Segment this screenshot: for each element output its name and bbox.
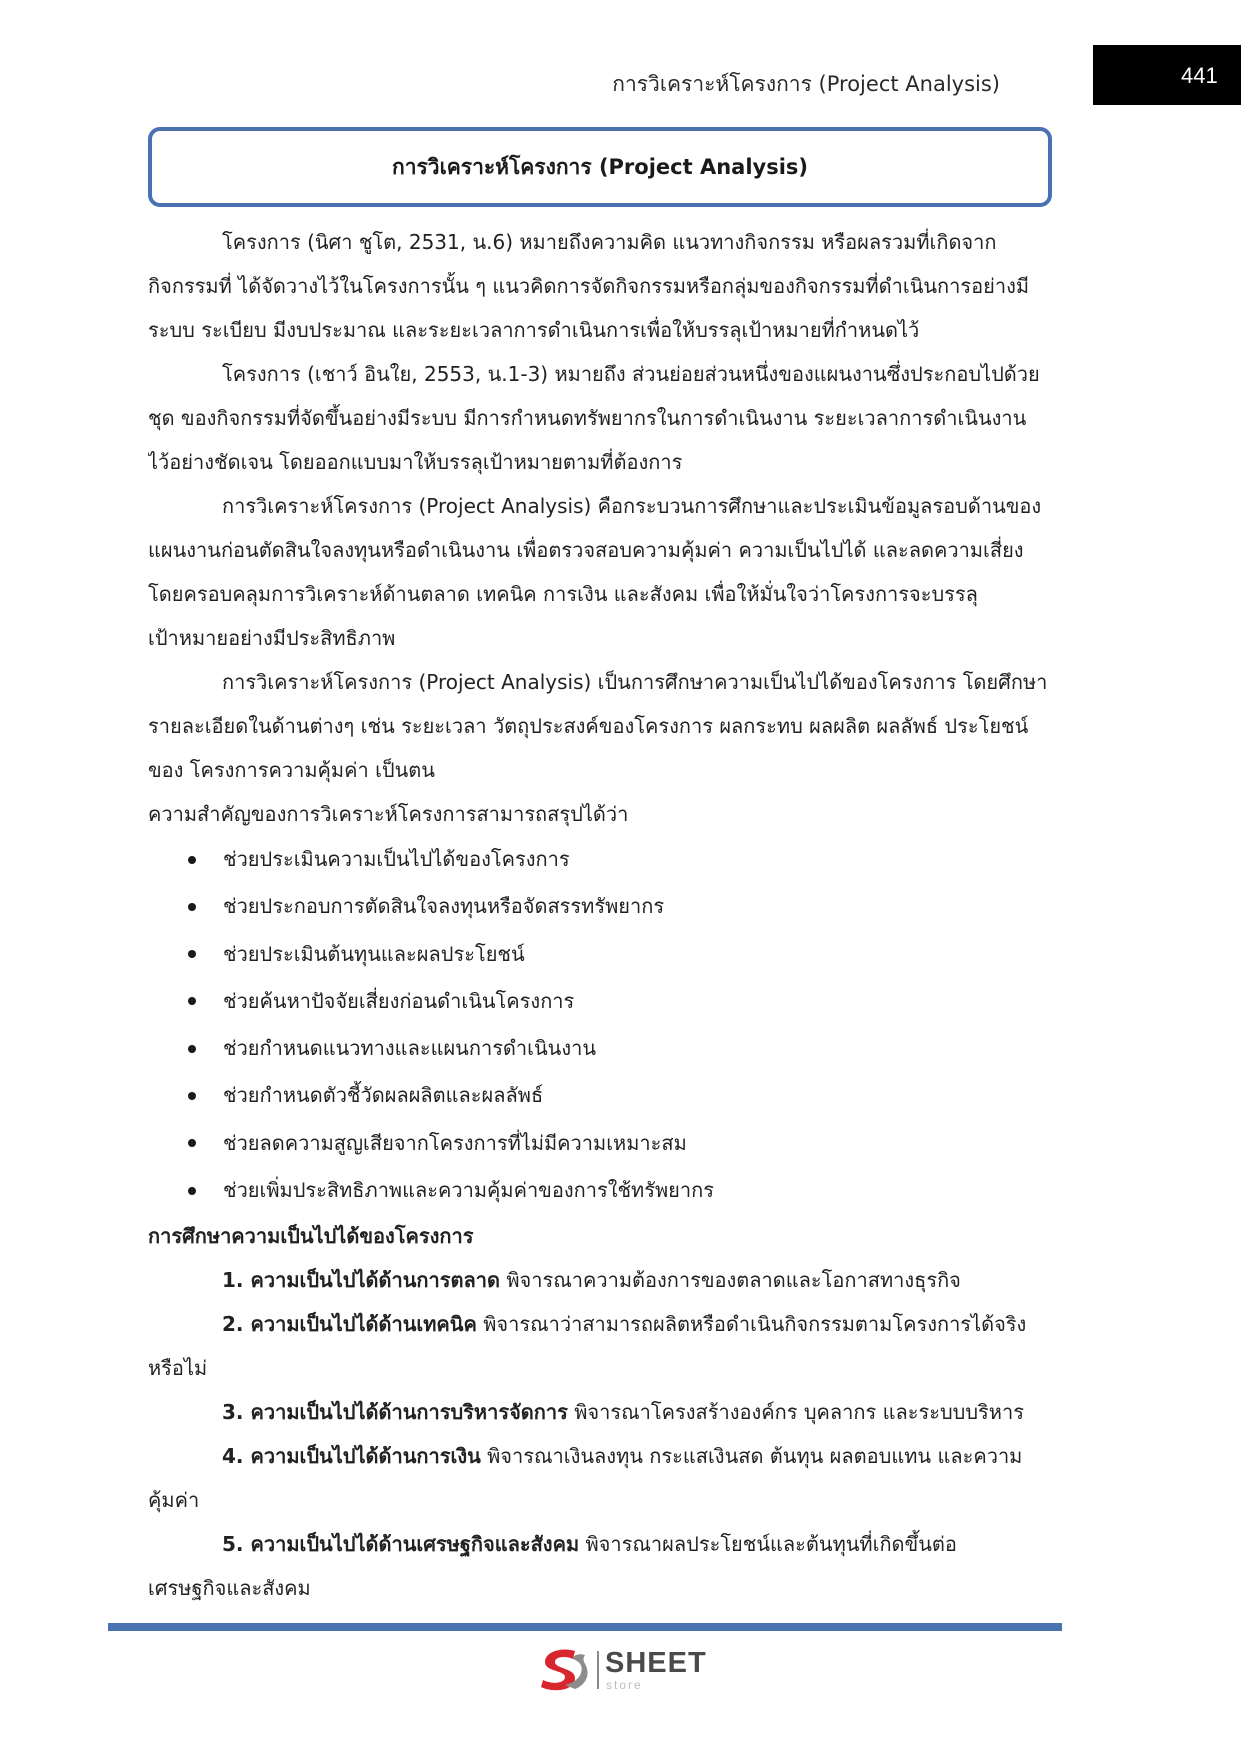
bullet-item: [148, 931, 1052, 978]
section-title-box: [148, 127, 1052, 207]
feasibility-item-text: พิจารณาเงินลงทุน กระแสเงินสด ต้นทุน ผลตอบแทน และความ: [487, 1444, 1023, 1469]
feasibility-item: [148, 1390, 1052, 1434]
bullet-dot-icon: [188, 903, 196, 911]
bullet-dot-icon: [188, 1045, 196, 1053]
bullet-text: ช่วยกำหนดตัวชี้วัดผลผลิตและผลลัพธ์: [223, 1083, 544, 1108]
document-body: [148, 220, 1052, 1610]
bullet-text: ช่วยประกอบการตัดสินใจลงทุนหรือจัดสรรทรัพยากร: [223, 894, 665, 919]
feasibility-item-label: 3. ความเป็นไปได้ด้านการบริหารจัดการ: [222, 1400, 568, 1425]
feasibility-item-label: 1. ความเป็นไปได้ด้านการตลาด: [222, 1268, 500, 1293]
feasibility-item: [148, 1522, 1052, 1566]
bullet-item: [148, 978, 1052, 1025]
page-number: 441: [1181, 63, 1218, 88]
bullet-text: ช่วยเพิ่มประสิทธิภาพและความคุ้มค่าของการใช้ทรัพยากร: [223, 1178, 714, 1203]
importance-bullet-list: [148, 836, 1052, 1214]
bullet-dot-icon: [188, 1139, 196, 1147]
importance-intro: ความสำคัญของการวิเคราะห์โครงการสามารถสรุปได้ว่า: [148, 802, 629, 826]
feasibility-item-label: 5. ความเป็นไปได้ด้านเศรษฐกิจและสังคม: [222, 1532, 580, 1557]
bullet-text: ช่วยค้นหาปัจจัยเสี่ยงก่อนดำเนินโครงการ: [223, 988, 575, 1013]
paragraph-1-line: กิจกรรมที่ ได้จัดวางไว้ในโครงการนั้น ๆ แนวคิดการจัดกิจกรรมหรือกลุ่มของกิจกรรมที่ดำเนินการอย่างมี: [148, 274, 1030, 298]
paragraph-3-line: แผนงานก่อนตัดสินใจลงทุนหรือดำเนินงาน เพื่อตรวจสอบความคุ้มค่า ความเป็นไปได้ และลดความเสี่ยง: [148, 538, 1024, 562]
logo-divider: [597, 1651, 599, 1689]
feasibility-item-text: พิจารณาความต้องการของตลาดและโอกาสทางธุรกิจ: [506, 1268, 961, 1293]
logo-wordmark: SHEET: [605, 1647, 707, 1679]
paragraph-1-line: โครงการ (นิศา ชูโต, 2531, น.6) หมายถึงความคิด แนวทางกิจกรรม หรือผลรวมที่เกิดจาก: [222, 230, 997, 254]
paragraph-3-line: เป้าหมายอย่างมีประสิทธิภาพ: [148, 626, 396, 650]
feasibility-item-label: 2. ความเป็นไปได้ด้านเทคนิค: [222, 1312, 477, 1337]
feasibility-heading: การศึกษาความเป็นไปได้ของโครงการ: [148, 1224, 474, 1249]
bullet-text: ช่วยประเมินความเป็นไปได้ของโครงการ: [223, 847, 570, 871]
bullet-item: [148, 1167, 1052, 1214]
sheet-store-logo: [535, 1645, 705, 1695]
feasibility-item-continuation: หรือไม่: [148, 1356, 208, 1381]
paragraph-1-line: ระบบ ระเบียบ มีงบประมาณ และระยะเวลาการดำเนินการเพื่อให้บรรลุเป้าหมายที่กำหนดไว้: [148, 318, 920, 342]
page-number-tab: [1093, 45, 1241, 105]
bullet-text: ช่วยกำหนดแนวทางและแผนการดำเนินงาน: [223, 1036, 596, 1061]
paragraph-4-line: รายละเอียดในด้านต่างๆ เช่น ระยะเวลา วัตถุประสงค์ของโครงการ ผลกระทบ ผลผลิต ผลลัพธ์ ประโยชน์: [148, 714, 1029, 738]
feasibility-item: [148, 1302, 1052, 1346]
bullet-item: [148, 1025, 1052, 1072]
feasibility-item-continuation: คุ้มค่า: [148, 1488, 200, 1513]
section-title: การวิเคราะห์โครงการ (Project Analysis): [391, 154, 809, 179]
bullet-dot-icon: [188, 997, 196, 1005]
footer-rule: [108, 1623, 1062, 1631]
logo-subtext: store: [606, 1678, 643, 1692]
feasibility-item: [148, 1258, 1052, 1302]
paragraph-2-line: โครงการ (เชาว์ อินใย, 2553, น.1-3) หมายถึง ส่วนย่อยส่วนหนึ่งของแผนงานซึ่งประกอบไปด้วย: [222, 362, 1040, 386]
bullet-item: [148, 836, 1052, 883]
paragraph-3-line: การวิเคราะห์โครงการ (Project Analysis) คือกระบวนการศึกษาและประเมินข้อมูลรอบด้านของ: [222, 494, 1042, 518]
bullet-dot-icon: [188, 1092, 196, 1100]
bullet-item: [148, 883, 1052, 930]
bullet-item: [148, 1120, 1052, 1167]
feasibility-item-text: พิจารณาโครงสร้างองค์กร บุคลากร และระบบบริหาร: [574, 1400, 1024, 1425]
feasibility-item-text: พิจารณาผลประโยชน์และต้นทุนที่เกิดขึ้นต่อ: [585, 1532, 957, 1557]
bullet-dot-icon: [188, 950, 196, 958]
paragraph-3-line: โดยครอบคลุมการวิเคราะห์ด้านตลาด เทคนิค การเงิน และสังคม เพื่อให้มั่นใจว่าโครงการจะบรรลุ: [148, 582, 978, 606]
bullet-item: [148, 1072, 1052, 1119]
bullet-text: ช่วยลดความสูญเสียจากโครงการที่ไม่มีความเหมาะสม: [223, 1130, 687, 1155]
paragraph-2-line: ไว้อย่างชัดเจน โดยออกแบบมาให้บรรลุเป้าหมายตามที่ต้องการ: [148, 450, 683, 474]
feasibility-item: [148, 1434, 1052, 1478]
feasibility-item-label: 4. ความเป็นไปได้ด้านการเงิน: [222, 1444, 481, 1469]
bullet-dot-icon: [188, 1187, 196, 1195]
paragraph-4-line: ของ โครงการความคุ้มค่า เป็นตน: [148, 758, 435, 782]
paragraph-2-line: ชุด ของกิจกรรมที่จัดขึ้นอย่างมีระบบ มีการกำหนดทรัพยากรในการดำเนินงาน ระยะเวลาการดำเนินงาน: [148, 406, 1027, 430]
bullet-dot-icon: [188, 856, 196, 864]
sheet-store-s-logo-icon: [535, 1645, 591, 1695]
feasibility-item-text: พิจารณาว่าสามารถผลิตหรือดำเนินกิจกรรมตามโครงการได้จริง: [483, 1312, 1027, 1337]
feasibility-item-continuation: เศรษฐกิจและสังคม: [148, 1576, 311, 1601]
running-header-title: การวิเคราะห์โครงการ (Project Analysis): [612, 72, 1000, 96]
bullet-text: ช่วยประเมินต้นทุนและผลประโยชน์: [223, 941, 525, 966]
paragraph-4-line: การวิเคราะห์โครงการ (Project Analysis) เป็นการศึกษาความเป็นไปได้ของโครงการ โดยศึกษา: [222, 670, 1048, 694]
